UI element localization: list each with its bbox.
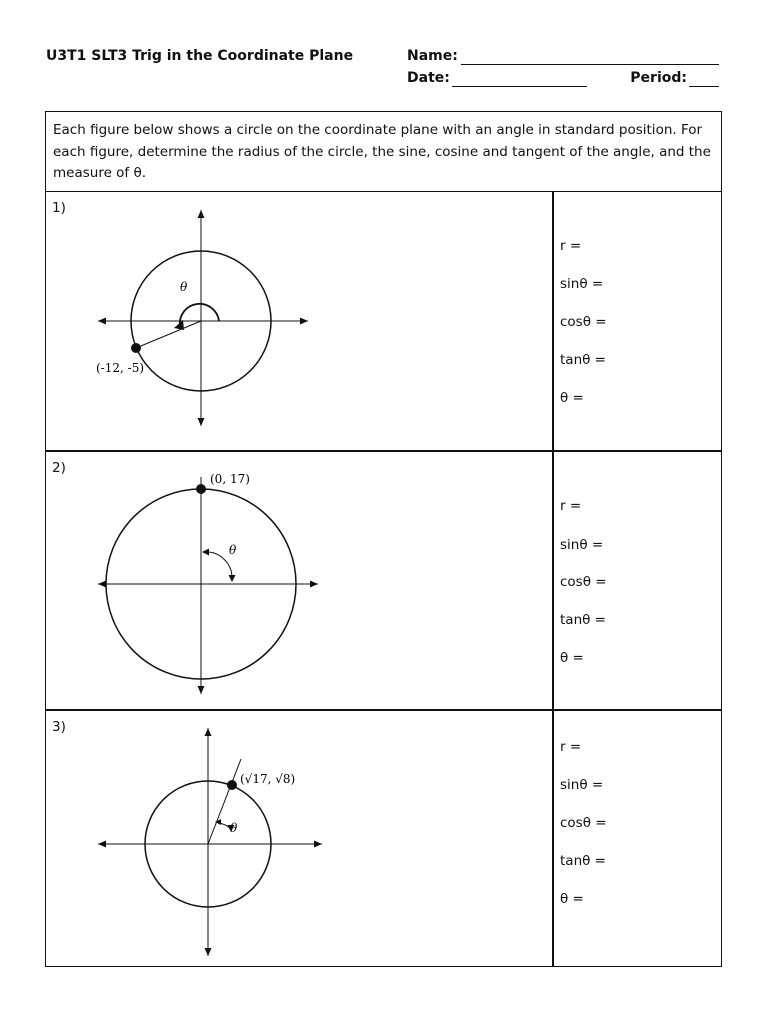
terminal-point — [227, 780, 237, 790]
x-axis-right-arrow-icon — [300, 318, 308, 325]
angle-label: θ — [230, 821, 238, 835]
point-label: (-12, -5) — [96, 361, 145, 375]
theta-label: θ = — [560, 891, 584, 907]
tangent-label: tanθ = — [560, 352, 606, 368]
coordinate-figure-2 — [46, 452, 552, 709]
angle-end-arrow-icon — [229, 575, 236, 582]
name-blank-line — [461, 50, 719, 65]
y-axis-up-arrow-icon — [198, 210, 205, 218]
y-axis-down-arrow-icon — [198, 686, 205, 694]
date-blank-line — [452, 72, 587, 87]
sine-label: sinθ = — [560, 777, 604, 793]
date-label: Date: — [407, 70, 450, 86]
radius-label: r = — [560, 498, 582, 514]
angle-start-arrow-icon — [202, 549, 209, 556]
problem-number: 2) — [52, 460, 66, 476]
name-row — [407, 48, 719, 65]
terminal-ray — [136, 321, 201, 348]
angle-arc — [180, 304, 219, 326]
theta-label: θ = — [560, 650, 584, 666]
cosine-label: cosθ = — [560, 815, 607, 831]
problem-row-1 — [46, 192, 721, 452]
angle-label: θ — [180, 280, 188, 294]
radius-label: r = — [560, 238, 582, 254]
problem-number: 1) — [52, 200, 66, 216]
instructions-text: Each figure below shows a circle on the coordinate plane with an angle in standard position. For each figure, determine the radius of the circle, the sine, cosine and tangent of the angle, and the measure of θ. — [46, 112, 721, 192]
problem-row-3 — [46, 711, 721, 966]
terminal-point — [196, 484, 206, 494]
date-period-row — [407, 70, 719, 87]
terminal-point — [131, 343, 141, 353]
theta-label: θ = — [560, 390, 584, 406]
figure-cell-3 — [46, 711, 554, 966]
angle-label: θ — [229, 543, 237, 557]
problem-row-2 — [46, 452, 721, 711]
sine-label: sinθ = — [560, 276, 604, 292]
coordinate-figure-1 — [46, 192, 552, 450]
cosine-label: cosθ = — [560, 314, 607, 330]
y-axis-down-arrow-icon — [198, 418, 205, 426]
tangent-label: tanθ = — [560, 853, 606, 869]
x-axis-left-arrow-icon — [98, 318, 106, 325]
worksheet-title: U3T1 SLT3 Trig in the Coordinate Plane — [46, 48, 354, 64]
y-axis-down-arrow-icon — [205, 948, 212, 956]
tangent-label: tanθ = — [560, 612, 606, 628]
figure-cell-1 — [46, 192, 554, 450]
x-axis-right-arrow-icon — [310, 581, 318, 588]
point-label: (√17, √8) — [240, 772, 296, 786]
coordinate-figure-3 — [46, 711, 552, 966]
period-label: Period: — [630, 70, 687, 86]
y-axis-up-arrow-icon — [205, 728, 212, 736]
problem-number: 3) — [52, 719, 66, 735]
cosine-label: cosθ = — [560, 574, 607, 590]
worksheet-table — [45, 111, 722, 967]
figure-cell-2 — [46, 452, 554, 709]
x-axis-left-arrow-icon — [98, 581, 106, 588]
period-blank-line — [689, 72, 719, 87]
x-axis-left-arrow-icon — [98, 841, 106, 848]
angle-arc — [204, 552, 232, 578]
point-label: (0, 17) — [210, 472, 250, 486]
x-axis-right-arrow-icon — [314, 841, 322, 848]
name-label: Name: — [407, 48, 458, 64]
sine-label: sinθ = — [560, 537, 604, 553]
radius-label: r = — [560, 739, 582, 755]
